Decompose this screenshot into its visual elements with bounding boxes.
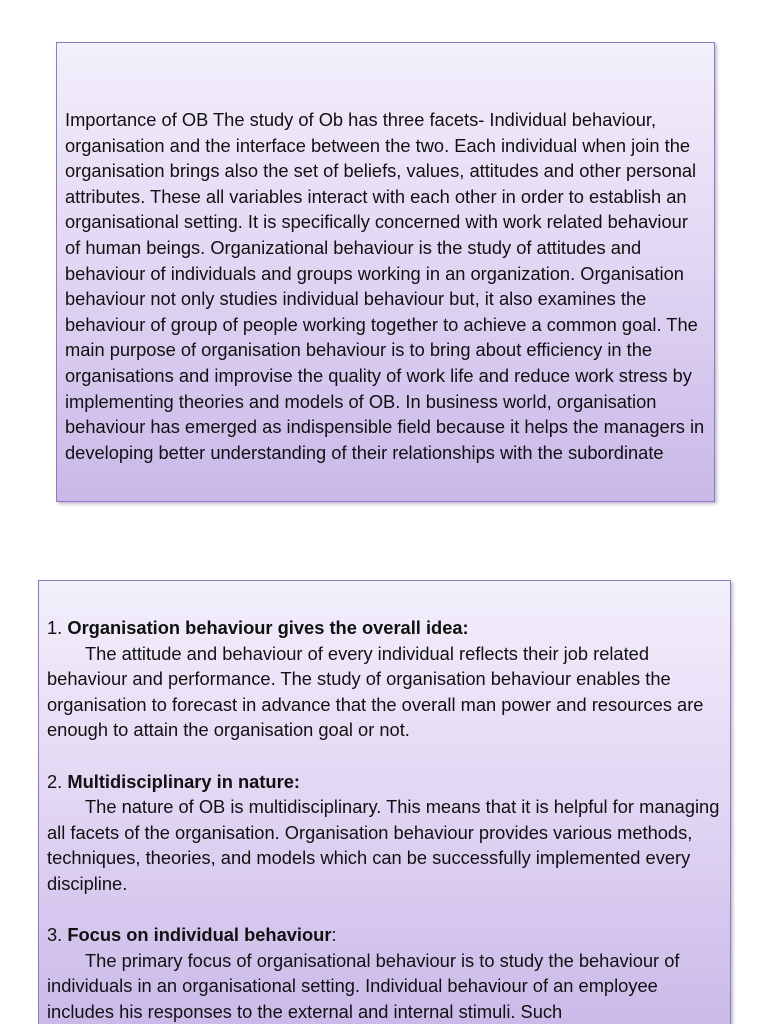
point-item [47,769,722,897]
points-text-box [38,580,731,1024]
point-heading [47,922,722,948]
point-title-suffix: : [331,924,337,946]
point-title: Focus on individual behaviour [67,924,332,946]
point-number: 2. [47,770,63,792]
point-body-text: The primary focus of organisational behaviour is to study the behaviour of individuals in an organisational setting. Individual behaviour of an employee includes his responses to the external and internal stimuli. Such [47,949,680,1022]
point-body [47,641,722,743]
point-heading [47,615,722,641]
point-body-text: The attitude and behaviour of every individual reflects their job related behaviour and performance. The study of organisation behaviour enables the organisation to forecast in advance that the overall man power and resources are enough to attain the organisation goal or not. [47,642,704,741]
point-body [47,794,722,896]
point-item [47,615,722,743]
intro-text-box [56,42,715,502]
point-title: Multidisciplinary in nature: [67,770,300,792]
point-title: Organisation behaviour gives the overall idea: [67,617,469,638]
point-item [47,922,722,1024]
point-heading [47,769,722,795]
point-number: 3. [47,924,63,946]
point-number: 1. [47,617,63,638]
point-body [47,948,722,1024]
intro-paragraph: Importance of OB The study of Ob has three facets- Individual behaviour, organisation and the interface between the two. Each individual when join the organisation brings also the set of beliefs, values, attitudes and other personal attributes. These all variables interact with each other in order to establish an organisational setting. It is specifically concerned with work related behaviour of human beings. Organizational behaviour is the study of attitudes and behaviour of individuals and groups working in an organization. Organisation behaviour not only studies individual behaviour but, it also examines the behaviour of group of people working together to achieve a common goal. The main purpose of organisation behaviour is to bring about efficiency in the organisations and improvise the quality of work life and reduce work stress by implementing theories and models of OB. In business world, organisation behaviour has emerged as indispensible field because it helps the managers in developing better understanding of their relationships with the subordinate [65,109,705,463]
point-body-text: The nature of OB is multidisciplinary. This means that it is helpful for managing all facets of the organisation. Organisation behaviour provides various methods, techniques, theories, and models which can be successfully implemented every discipline. [47,796,720,894]
